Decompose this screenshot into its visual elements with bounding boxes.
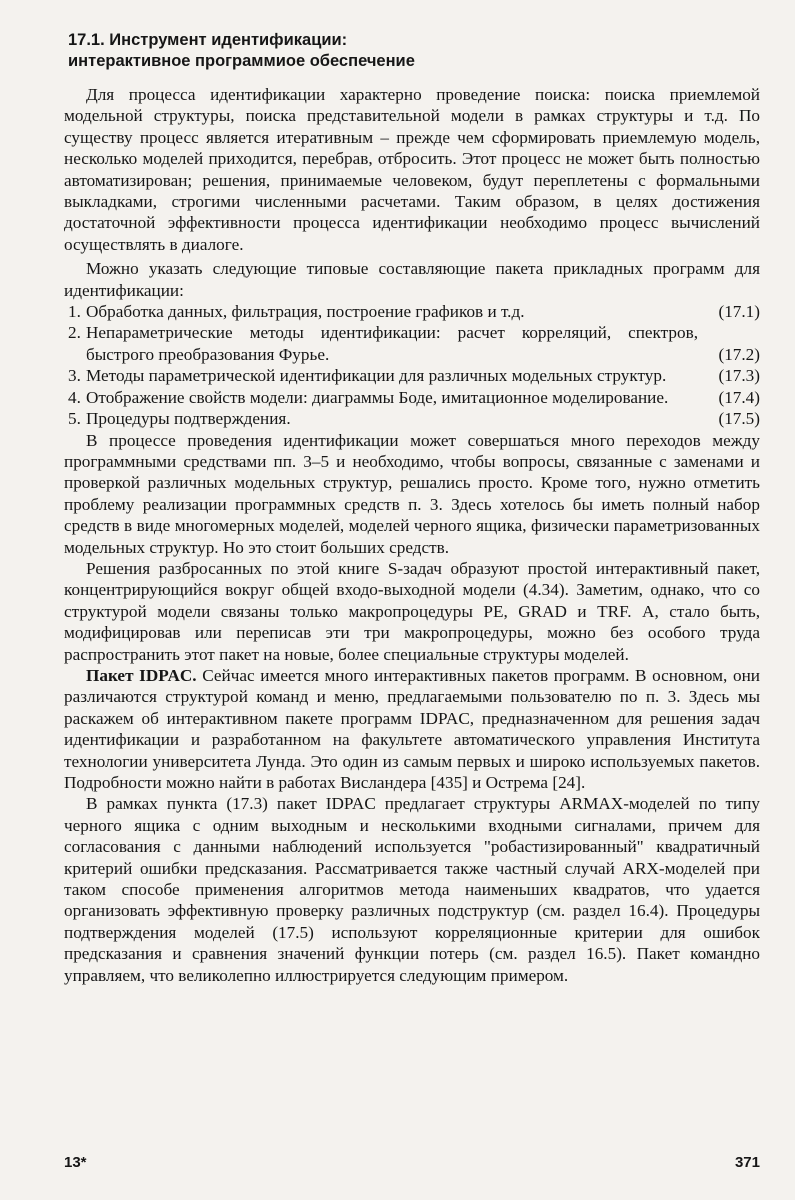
list-item-number: 3. (68, 366, 81, 386)
paragraph-1: Для процесса идентификации характерно проведение поиска: поиска приемлемой модельной структуры, поиска представительной модели в рамках структуры и т.д. По существу процесс является итеративным – прежде чем сформировать приемлемую модель, несколько моделей приходится, перебрав, отбросить. Этот процесс не может быть полностью автоматизирован; решения, принимаемые человеком, будут переплетены с формальными выкладками, строгими численными расчетами. Таким образом, в целях достижения достаточной эффективности процесса идентификации необходимо процесс вычислений осуществлять в диалоге. (64, 85, 760, 254)
idpac-heading: Пакет IDPAC. (86, 665, 197, 685)
heading-line-2: интерактивное программиое обеспечение (68, 52, 415, 70)
paragraph-2: Можно указать следующие типовые составляющие пакета прикладных программ для идентификации: (64, 259, 760, 300)
list-item (64, 365, 760, 386)
paragraph-5 (64, 665, 760, 793)
list-item-number: 5. (68, 409, 81, 429)
page-number: 371 (734, 1154, 760, 1171)
paragraph-4: Решения разбросанных по этой книге S-задач образуют простой интерактивный пакет, концентрирующийся вокруг общей входо-выходной модели (4.34). Заметим, однако, что со структурой модели связаны только макропроцедуры PE, GRAD и TRF. А, стало быть, модифицировав или переписав эти три макропроцедуры, можно без особого труда распространить этот пакет на новые, более специальные структуры моделей. (64, 558, 760, 664)
list-item-number: 4. (68, 387, 81, 407)
list-item-number: 1. (68, 302, 81, 322)
list-item-number: 2. (68, 323, 81, 343)
equation-number: (17.4) (718, 387, 760, 407)
list-item (64, 408, 760, 429)
paragraph-6: В рамках пункта (17.3) пакет IDPAC предлагает структуры ARMAX-моделей по типу черного ящика с одним выходным и несколькими входными сигналами, причем для согласования с данными наблюдений используется "робастизированный" квадратичный критерий ошибки предсказания. Рассматривается также частный случай ARX-моделей при таком способе применения алгоритмов метода наименьших квадратов, что удается организовать эффективную проверку различных подструктур (см. раздел 16.4). Процедуры подтверждения моделей (17.5) используют корреляционные критерии для ошибок предсказания и сравнения значений функции потерь (см. раздел 16.5). Пакет командно управляем, что великолепно иллюстрируется следующим примером. (64, 794, 760, 985)
signature-mark: 13* (64, 1154, 87, 1171)
list-item (64, 387, 760, 408)
section-heading (68, 30, 760, 72)
list-item-text: Обработка данных, фильтрация, построение графиков и т.д. (86, 302, 525, 322)
list-item-text: Методы параметрической идентификации для различных модельных структур. (86, 366, 667, 386)
list-item-text: Процедуры подтверждения. (86, 409, 291, 429)
list-item-text: Непараметрические методы идентификации: расчет корреляций, спектров, быстрого преобразования Фурье. (86, 323, 698, 364)
page-body (64, 22, 760, 986)
paragraph-5-text: Сейчас имеется много интерактивных пакетов программ. В основном, они различаются структурой команд и меню, предлагаемыми пользователю по п. 3. Здесь мы раскажем об интерактивном пакете программ IDPAC, предназначенном для решения задач идентификации и разработанном на факультете автоматического управления Института технологии университета Лунда. Это один из самым первых и широко используемых пакетов. Подробности можно найти в работах Висландера [435] и Острема [24]. (64, 665, 760, 792)
toolkit-list (64, 301, 760, 429)
list-item-text: Отображение свойств модели: диаграммы Боде, имитационное моделирование. (86, 387, 669, 407)
heading-line-1: 17.1. Инструмент идентификации: (68, 31, 348, 49)
equation-number: (17.3) (718, 366, 760, 386)
equation-number: (17.2) (718, 344, 760, 364)
equation-number: (17.5) (718, 409, 760, 429)
equation-number: (17.1) (718, 302, 760, 322)
list-item (64, 322, 760, 365)
paragraph-3: В процессе проведения идентификации может совершаться много переходов между программными средствами пп. 3–5 и необходимо, чтобы вопросы, связанные с заменами и проверкой различных модельных структур, решались просто. Кроме того, нужно отметить проблему реализации программных средств п. 3. Здесь хотелось бы иметь полный набор средств в виде многомерных моделей, моделей черного ящика, физически параметризованных модельных структур. Но это стоит больших средств. (64, 430, 760, 557)
list-item (64, 301, 760, 322)
